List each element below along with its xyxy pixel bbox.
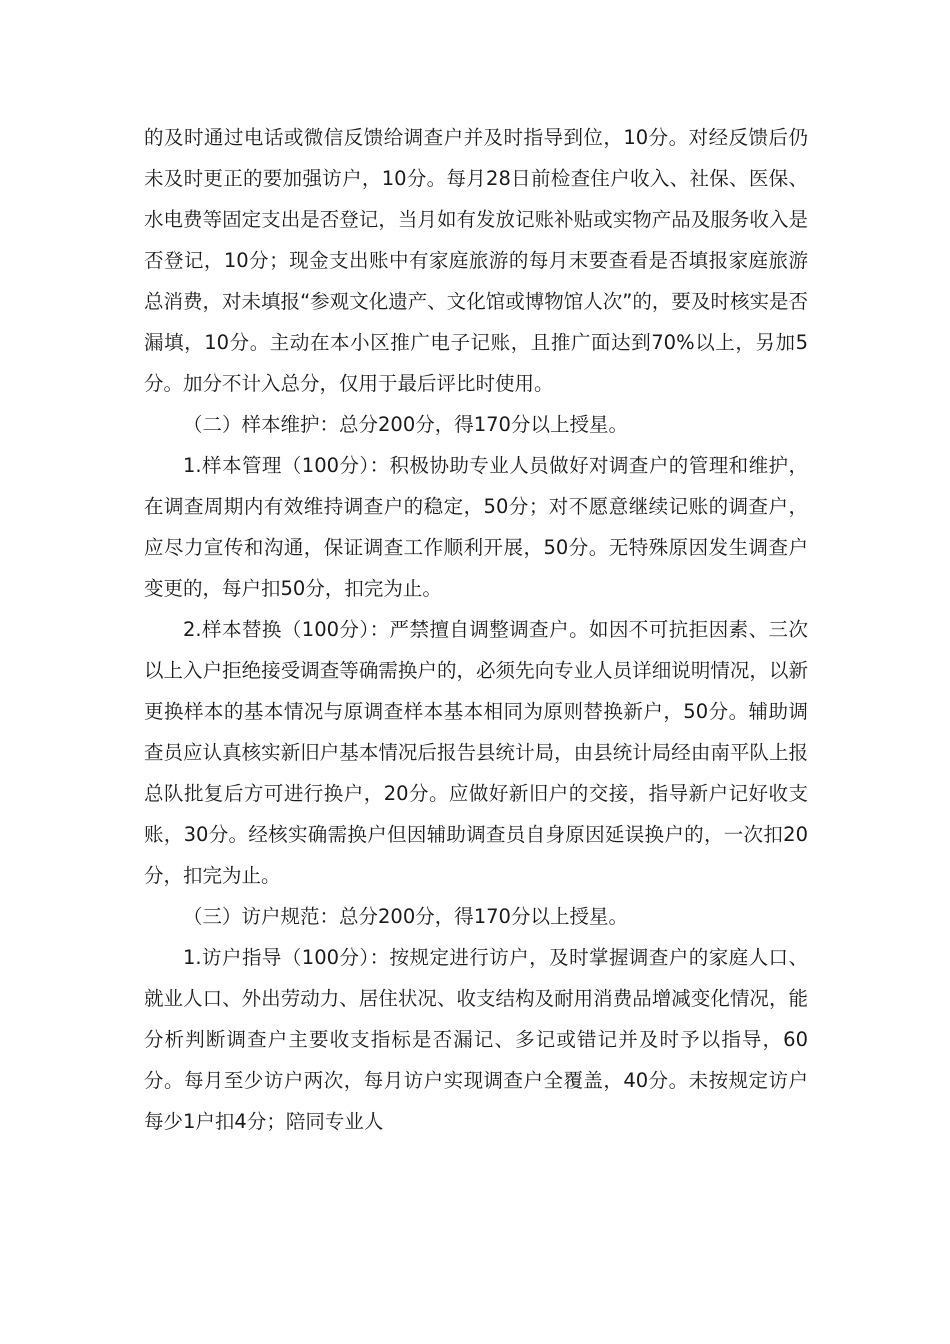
paragraph-sample-management: 1.样本管理（100分）：积极协助专业人员做好对调查户的管理和维护，在调查周期内有效维持调查户的稳定，50分；对不愿意继续记账的调查户，应尽力宣传和沟通，保证调查工作顺利开展，50分。无特殊原因发生调查户变更的，每户扣50分，扣完为止。 [144, 454, 808, 600]
paragraph-visit-guidance: 1.访户指导（100分）：按规定进行访户，及时掌握调查户的家庭人口、就业人口、外出劳动力、居住状况、收支结构及耐用消费品增减变化情况，能分析判断调查户主要收支指标是否漏记、多记或错记并及时予以指导，60分。每月至少访户两次，每月访户实现调查户全覆盖，40分。未按规定访户每少1户扣4分；陪同专业人 [144, 946, 808, 1133]
section-heading-visit-standards: （三）访户规范：总分200分，得170分以上授星。 [183, 905, 628, 928]
paragraph-continuation: 的及时通过电话或微信反馈给调查户并及时指导到位，10分。对经反馈后仍未及时更正的要加强访户，10分。每月28日前检查住户收入、社保、医保、水电费等固定支出是否登记，当月如有发放记账补贴或实物产品及服务收入是否登记，10分；现金支出账中有家庭旅游的每月末要查看是否填报家庭旅游总消费，对未填报“参观文化遗产、文化馆或博物馆人次”的，要及时核实是否漏填，10分。主动在本小区推广电子记账，且推广面达到70%以上，另加5分。加分不计入总分，仅用于最后评比时使用。 [144, 126, 808, 395]
paragraph-sample-replacement: 2.样本替换（100分）：严禁擅自调整调查户。如因不可抗拒因素、三次以上入户拒绝接受调查等确需换户的，必须先向专业人员详细说明情况，以新更换样本的基本情况与原调查样本基本相同为原则替换新户，50分。辅助调查员应认真核实新旧户基本情况后报告县统计局，由县统计局经由南平队上报总队批复后方可进行换户，20分。应做好新旧户的交接，指导新户记好收支账，30分。经核实确需换户但因辅助调查员自身原因延误换户的，一次扣20分，扣完为止。 [144, 618, 808, 887]
section-heading-sample-maintenance: （二）样本维护：总分200分，得170分以上授星。 [183, 413, 628, 436]
document-body [144, 117, 808, 1142]
